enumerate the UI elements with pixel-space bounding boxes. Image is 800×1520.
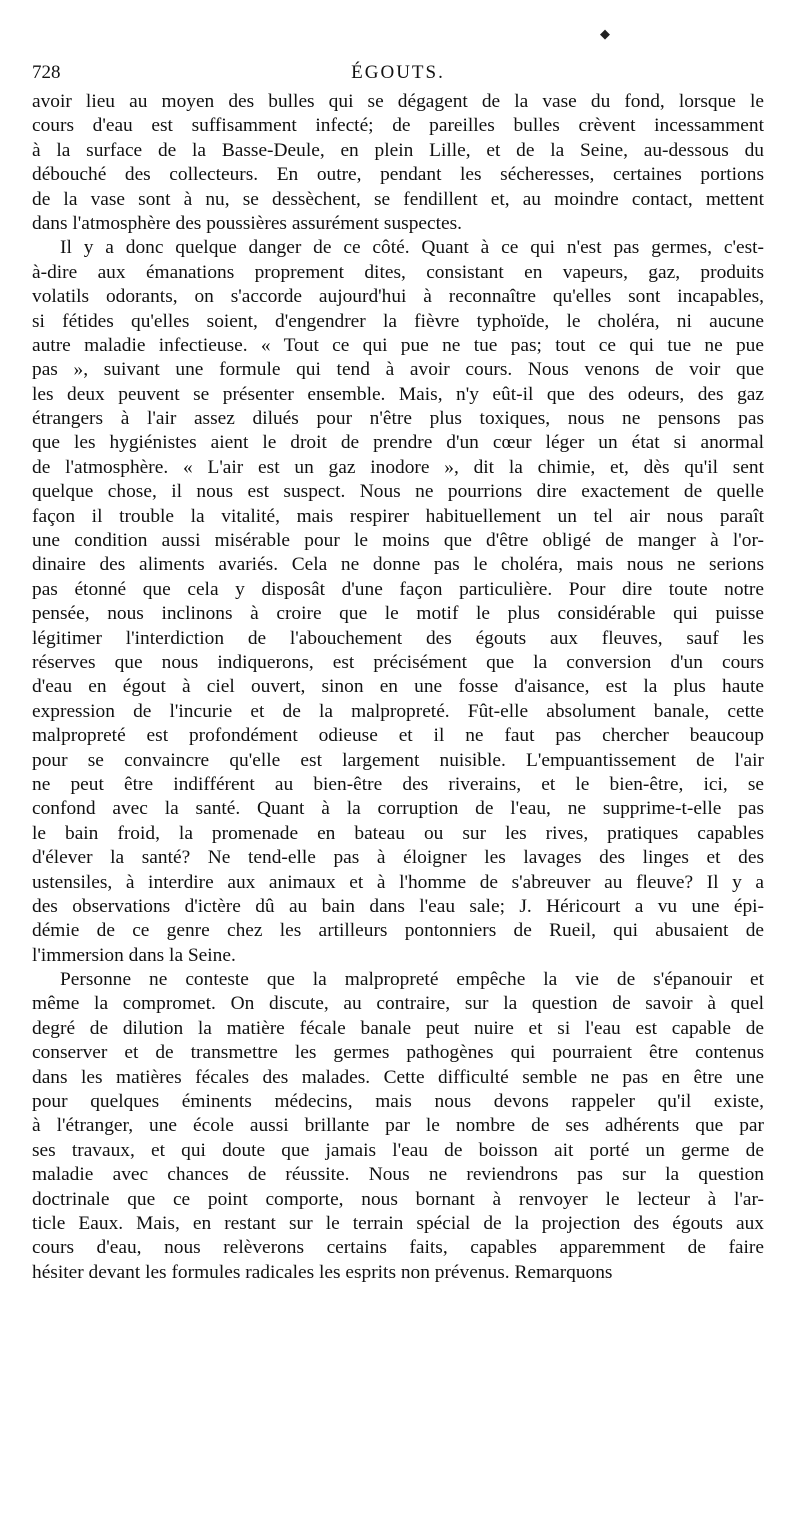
- text-line: conserver et de transmettre les germes pathogènes qui pourraient être contenus: [32, 1042, 764, 1064]
- text-line: hésiter devant les formules radicales les esprits non prévenus. Remarquons: [32, 1261, 613, 1283]
- page-number: 728: [32, 62, 61, 83]
- text-line: que les hygiénistes aient le droit de prendre d'un cœur léger un état si anormal: [32, 432, 764, 454]
- text-line: si fétides qu'elles soient, d'engendrer la fièvre typhoïde, le choléra, ni aucune: [32, 310, 764, 332]
- body-text: [32, 90, 764, 1285]
- text-line: volatils odorants, on s'accorde aujourd'hui à reconnaître qu'elles sont incapables,: [32, 286, 764, 308]
- text-line: expression de l'incurie et de la malpropreté. Fût-elle absolument banale, cette: [32, 700, 764, 722]
- text-line: ustensiles, à interdire aux animaux et à l'homme de s'abreuver au fleuve? Il y a: [32, 871, 764, 893]
- text-line: d'eau en égout à ciel ouvert, sinon en une fosse d'aisance, est la plus haute: [32, 676, 764, 698]
- text-line: pas », suivant une formule qui tend à avoir cours. Nous venons de voir que: [32, 359, 764, 381]
- text-line: le bain froid, la promenade en bateau ou sur les rives, pratiques capables: [32, 822, 764, 844]
- text-line: Personne ne conteste que la malpropreté empêche la vie de s'épanouir et: [60, 969, 764, 991]
- text-line: dans les matières fécales des malades. Cette difficulté semble ne pas en être une: [32, 1066, 764, 1088]
- text-line: légitimer l'interdiction de l'abouchement des égouts aux fleuves, sauf les: [32, 627, 764, 649]
- text-line: démie de ce genre chez les artilleurs pontonniers de Rueil, qui abusaient de: [32, 920, 764, 942]
- text-line: une condition aussi misérable pour le moins que d'être obligé de manger à l'or-: [32, 530, 764, 552]
- text-line: dinaire des aliments avariés. Cela ne donne pas le choléra, mais nous ne serions: [32, 554, 764, 576]
- text-line: pour se convaincre qu'elle est largement nuisible. L'empuantissement de l'air: [32, 749, 764, 771]
- paragraph: [32, 968, 764, 1285]
- text-line: pas étonné que cela y disposât d'une façon particulière. Pour dire toute notre: [32, 578, 764, 600]
- text-line: à la surface de la Basse-Deule, en plein Lille, et de la Seine, au-dessous du: [32, 139, 764, 161]
- paragraph: [32, 236, 764, 968]
- paragraph: [32, 90, 764, 236]
- text-line: l'immersion dans la Seine.: [32, 944, 236, 966]
- text-line: réserves que nous indiquerons, est précisément que la conversion d'un cours: [32, 651, 764, 673]
- running-header: [32, 58, 764, 88]
- running-title: ÉGOUTS.: [351, 62, 445, 83]
- text-line: ticle Eaux. Mais, en restant sur le terrain spécial de la projection des égouts aux: [32, 1212, 764, 1234]
- text-line: cours d'eau, nous relèverons certains faits, capables apparemment de faire: [32, 1237, 764, 1259]
- text-line: malpropreté est profondément odieuse et il ne faut pas chercher beaucoup: [32, 725, 764, 747]
- ink-mark: ◆: [600, 27, 610, 42]
- text-line: débouché des collecteurs. En outre, pendant les sécheresses, certaines portions: [32, 164, 764, 186]
- text-line: quelque chose, il nous est suspect. Nous ne pourrions dire exactement de quelle: [32, 481, 764, 503]
- text-line: de la vase sont à nu, se dessèchent, se fendillent et, au moindre contact, mettent: [32, 188, 764, 210]
- text-line: étrangers à l'air assez dilués pour n'être plus toxiques, nous ne pensons pas: [32, 408, 764, 430]
- text-line: autre maladie infectieuse. « Tout ce qui pue ne tue pas; tout ce qui tue ne pue: [32, 334, 764, 356]
- text-line: même la compromet. On discute, au contraire, sur la question de savoir à quel: [32, 993, 764, 1015]
- text-line: de l'atmosphère. « L'air est un gaz inodore », dit la chimie, et, dès qu'il sent: [32, 456, 764, 478]
- text-line: à l'étranger, une école aussi brillante par le nombre de ses adhérents que par: [32, 1115, 764, 1137]
- text-line: façon il trouble la vitalité, mais respirer habituellement un tel air nous paraît: [32, 505, 764, 527]
- text-line: cours d'eau est suffisamment infecté; de pareilles bulles crèvent incessamment: [32, 115, 764, 137]
- text-line: pour quelques éminents médecins, mais nous devons rappeler qu'il existe,: [32, 1091, 764, 1113]
- text-line: des observations d'ictère dû au bain dans l'eau sale; J. Héricourt a vu une épi-: [32, 895, 764, 917]
- text-line: ses travaux, et qui doute que jamais l'eau de boisson ait porté un germe de: [32, 1139, 764, 1161]
- text-line: confond avec la santé. Quant à la corruption de l'eau, ne supprime-t-elle pas: [32, 798, 764, 820]
- text-line: avoir lieu au moyen des bulles qui se dégagent de la vase du fond, lorsque le: [32, 91, 764, 112]
- text-line: pensée, nous inclinons à croire que le motif le plus considérable qui puisse: [32, 603, 764, 625]
- text-line: degré de dilution la matière fécale banale peut nuire et si l'eau est capable de: [32, 1017, 764, 1039]
- text-line: les deux peuvent se présenter ensemble. Mais, n'y eût-il que des odeurs, des gaz: [32, 383, 764, 405]
- text-line: ne peut être indifférent au bien-être des riverains, et le bien-être, ici, se: [32, 773, 764, 795]
- text-line: maladie avec chances de réussite. Nous ne reviendrons pas sur la question: [32, 1164, 764, 1186]
- text-line: Il y a donc quelque danger de ce côté. Quant à ce qui n'est pas germes, c'est-: [60, 237, 764, 259]
- text-line: d'élever la santé? Ne tend-elle pas à éloigner les lavages des linges et des: [32, 847, 764, 869]
- text-line: doctrinale que ce point comporte, nous bornant à renvoyer le lecteur à l'ar-: [32, 1188, 764, 1210]
- text-line: à-dire aux émanations proprement dites, consistant en vapeurs, gaz, produits: [32, 261, 764, 283]
- text-line: dans l'atmosphère des poussières assurément suspectes.: [32, 212, 462, 234]
